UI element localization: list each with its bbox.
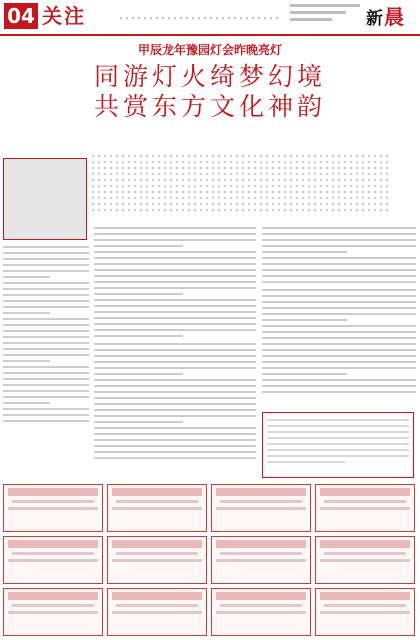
headline-block	[0, 38, 420, 148]
ad-cell	[315, 588, 415, 636]
middle-column	[94, 225, 256, 480]
lead-paragraph	[90, 153, 390, 215]
ad-cell	[211, 588, 311, 636]
header-rule	[0, 34, 420, 36]
notice-box	[262, 412, 414, 478]
ad-cell	[211, 484, 311, 532]
ad-cell	[3, 536, 103, 584]
headline-line-2: 共赏东方文化神韵	[93, 92, 326, 121]
right-body-1	[262, 225, 416, 283]
headline-line-1: 同游灯火绮梦幻境	[93, 62, 326, 91]
kicker: 甲辰龙年豫园灯会昨晚亮灯	[137, 43, 282, 57]
ad-cell	[107, 484, 207, 532]
issue-info	[118, 15, 278, 21]
notice-body	[267, 417, 409, 463]
ad-cell	[315, 484, 415, 532]
left-column	[3, 158, 89, 478]
ad-cell	[3, 484, 103, 532]
ad-cell	[107, 588, 207, 636]
page-header	[0, 0, 420, 36]
right-body-2	[262, 287, 416, 393]
middle-body-1	[94, 225, 256, 337]
masthead-info	[290, 4, 360, 25]
middle-body-2	[94, 341, 256, 459]
classified-ads	[3, 484, 417, 636]
section-number: 04	[4, 3, 38, 29]
section-title: 关注	[42, 4, 86, 28]
ad-cell	[315, 536, 415, 584]
photo	[3, 158, 87, 240]
newspaper-logo: 新晨	[366, 5, 405, 29]
left-body	[3, 244, 89, 422]
ad-cell	[107, 536, 207, 584]
ad-cell	[211, 536, 311, 584]
ad-cell	[3, 588, 103, 636]
